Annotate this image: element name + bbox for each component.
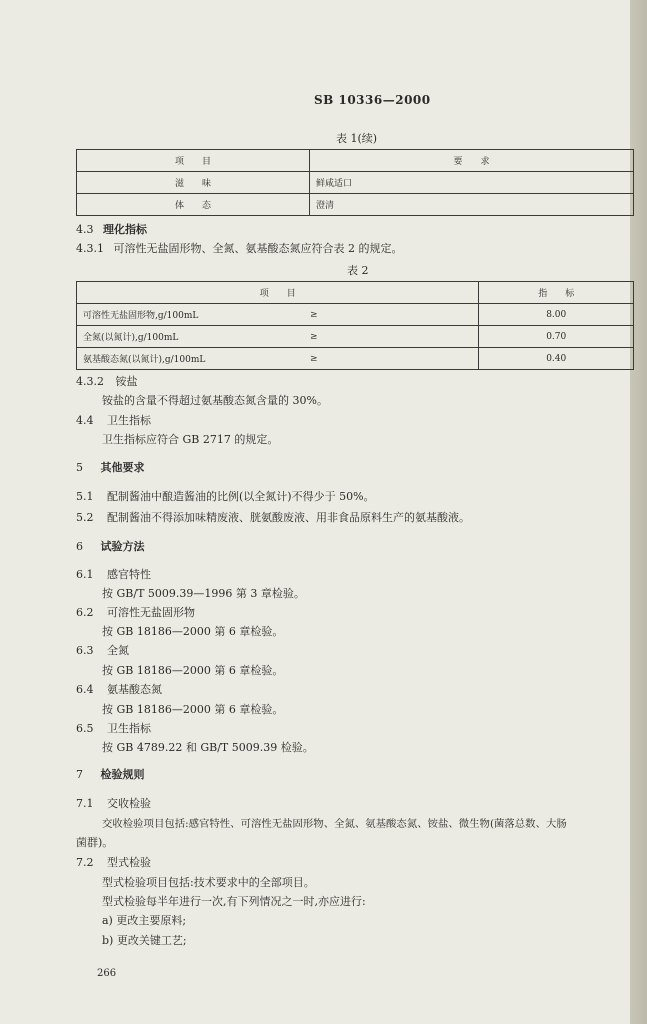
section-6-4	[76, 683, 162, 697]
paragraph-text: 卫生指标应符合 GB 2717 的规定。	[102, 433, 279, 446]
page-number: 266	[97, 968, 117, 979]
table-row	[77, 326, 634, 348]
section-6-1	[76, 568, 151, 582]
section-4-4-heading	[76, 414, 151, 428]
table1-header-item: 项 目	[77, 150, 310, 172]
table2-header-spec: 指 标	[479, 282, 634, 304]
section-5-1	[76, 490, 375, 504]
table2	[76, 281, 634, 370]
table2-caption: 表 2	[347, 264, 369, 277]
table-row	[77, 194, 634, 216]
table-header-row	[77, 150, 634, 172]
section-number: 5.1	[76, 490, 94, 503]
section-number: 7.2	[76, 856, 94, 869]
section-title: 卫生指标	[107, 722, 151, 735]
table1-header-requirement: 要 求	[310, 150, 634, 172]
section-6-3	[76, 644, 129, 658]
section-title: 感官特性	[107, 568, 151, 581]
paragraph-text: 按 GB 18186—2000 第 6 章检验。	[102, 703, 284, 716]
section-4-3-1	[76, 242, 403, 256]
section-number: 6	[76, 540, 83, 553]
table2-cell-item: 可溶性无盐固形物,g/100mL	[77, 304, 305, 326]
section-title: 氨基酸态氮	[107, 683, 162, 696]
table2-cell-item: 全氮(以氮计),g/100mL	[77, 326, 305, 348]
section-title: 全氮	[107, 644, 129, 657]
table2-cell-value: 0.70	[479, 326, 634, 348]
section-number: 5	[76, 461, 83, 474]
section-number: 5.2	[76, 511, 94, 524]
paragraph-text: 按 GB 18186—2000 第 6 章检验。	[102, 625, 284, 638]
section-7-heading	[76, 768, 145, 782]
paragraph-text: 按 GB 4789.22 和 GB/T 5009.39 检验。	[102, 741, 314, 754]
table-row	[77, 172, 634, 194]
section-title: 交收检验	[107, 797, 151, 810]
table1-cell-value: 鲜咸适口	[310, 172, 634, 194]
section-number: 6.5	[76, 722, 94, 735]
table-row	[77, 304, 634, 326]
section-6-2	[76, 606, 195, 620]
section-title: 型式检验	[107, 856, 151, 869]
section-title: 卫生指标	[107, 414, 151, 427]
paragraph-text: 交收检验项目包括:感官特性、可溶性无盐固形物、全氮、氨基酸态氮、铵盐、微生物(菌落总数、大肠	[102, 818, 567, 830]
paragraph-text: 铵盐的含量不得超过氨基酸态氮含量的 30%。	[102, 394, 328, 407]
table1-cell-item: 体 态	[77, 194, 310, 216]
section-6-5	[76, 722, 151, 736]
section-7-2	[76, 856, 151, 870]
section-number: 4.3.2	[76, 375, 104, 388]
table2-cell-value: 0.40	[479, 348, 634, 370]
table2-header-item: 项 目	[77, 282, 479, 304]
section-title: 试验方法	[100, 540, 145, 553]
table2-cell-value: 8.00	[479, 304, 634, 326]
table2-cell-operator: ≥	[304, 304, 479, 326]
table1-caption: 表 1(续)	[336, 132, 378, 145]
table2-cell-item: 氨基酸态氮(以氮计),g/100mL	[77, 348, 305, 370]
paragraph-text: 型式检验每半年进行一次,有下列情况之一时,亦应进行:	[102, 895, 366, 908]
table1-cell-value: 澄清	[310, 194, 634, 216]
paragraph-text: 配制酱油中酿造酱油的比例(以全氮计)不得少于 50%。	[107, 490, 375, 503]
standard-number: SB 10336—2000	[314, 93, 431, 107]
section-6-heading	[76, 540, 145, 554]
table2-cell-operator: ≥	[304, 326, 479, 348]
section-number: 6.4	[76, 683, 94, 696]
section-number: 6.1	[76, 568, 94, 581]
paragraph-text: 型式检验项目包括:技术要求中的全部项目。	[102, 876, 315, 889]
section-4-3-heading	[76, 223, 147, 237]
section-number: 6.2	[76, 606, 94, 619]
list-item: a) 更改主要原料;	[102, 914, 187, 927]
table-header-row	[77, 282, 634, 304]
paragraph-text: 配制酱油不得添加味精废液、胱氨酸废液、用非食品原料生产的氨基酸液。	[107, 511, 470, 524]
section-title: 铵盐	[115, 375, 138, 388]
section-7-1	[76, 797, 151, 811]
section-number: 7.1	[76, 797, 94, 810]
section-title: 理化指标	[103, 223, 147, 236]
section-title: 检验规则	[100, 768, 145, 781]
section-number: 7	[76, 768, 83, 781]
section-5-heading	[76, 461, 145, 475]
section-title: 其他要求	[100, 461, 145, 474]
paragraph-text: 按 GB 18186—2000 第 6 章检验。	[102, 664, 284, 677]
list-item: b) 更改关键工艺;	[102, 934, 187, 947]
paragraph-text: 菌群)。	[76, 836, 114, 849]
section-4-3-2-heading	[76, 375, 138, 389]
section-number: 4.4	[76, 414, 94, 427]
table-row	[77, 348, 634, 370]
section-number: 4.3.1	[76, 242, 104, 255]
section-title: 可溶性无盐固形物	[107, 606, 195, 619]
table1-cell-item: 滋 味	[77, 172, 310, 194]
table1	[76, 149, 634, 216]
section-number: 4.3	[76, 223, 94, 236]
paragraph-text: 可溶性无盐固形物、全氮、氨基酸态氮应符合表 2 的规定。	[113, 242, 403, 255]
paragraph-text: 按 GB/T 5009.39—1996 第 3 章检验。	[102, 587, 305, 600]
section-5-2	[76, 511, 470, 525]
table2-cell-operator: ≥	[304, 348, 479, 370]
section-number: 6.3	[76, 644, 94, 657]
